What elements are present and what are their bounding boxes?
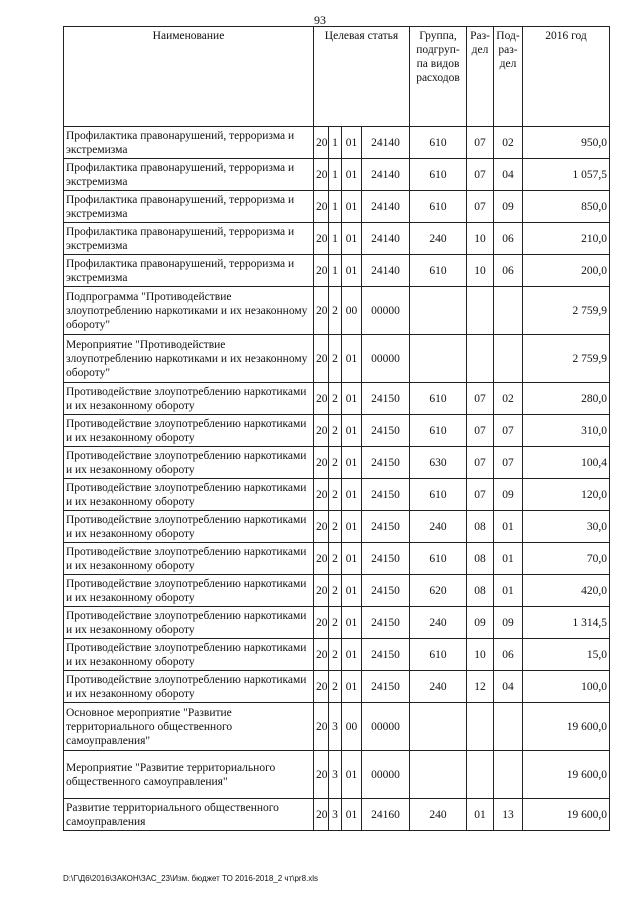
target-direction: 24150 — [362, 607, 410, 639]
section-code: 10 — [467, 223, 494, 255]
target-direction: 24140 — [362, 255, 410, 287]
row-name: Противодействие злоупотреблению наркотиками и их незаконному обороту — [64, 415, 314, 447]
table-row — [64, 223, 610, 255]
amount-2016: 200,0 — [523, 255, 610, 287]
amount-2016: 70,0 — [523, 543, 610, 575]
section-code: 07 — [467, 159, 494, 191]
row-name: Профилактика правонарушений, терроризма и экстремизма — [64, 255, 314, 287]
header-year: 2016 год — [523, 27, 610, 127]
section-code: 08 — [467, 575, 494, 607]
amount-2016: 210,0 — [523, 223, 610, 255]
target-event: 01 — [342, 575, 362, 607]
target-direction: 24150 — [362, 575, 410, 607]
table-row — [64, 191, 610, 223]
target-program: 20 — [314, 639, 329, 671]
row-name: Противодействие злоупотреблению наркотиками и их незаконному обороту — [64, 511, 314, 543]
target-subprogram: 2 — [329, 575, 342, 607]
expense-group: 240 — [410, 223, 467, 255]
section-code — [467, 703, 494, 751]
subsection-code: 01 — [494, 543, 523, 575]
target-subprogram: 2 — [329, 447, 342, 479]
target-subprogram: 2 — [329, 511, 342, 543]
target-program: 20 — [314, 543, 329, 575]
subsection-code — [494, 703, 523, 751]
target-direction: 24150 — [362, 671, 410, 703]
subsection-code — [494, 751, 523, 799]
target-subprogram: 3 — [329, 751, 342, 799]
header-section: Раз- дел — [467, 27, 494, 127]
subsection-code: 07 — [494, 415, 523, 447]
section-code: 07 — [467, 415, 494, 447]
target-subprogram: 1 — [329, 127, 342, 159]
target-subprogram: 2 — [329, 543, 342, 575]
table-row — [64, 415, 610, 447]
target-program: 20 — [314, 511, 329, 543]
row-name: Противодействие злоупотреблению наркотиками и их незаконному обороту — [64, 447, 314, 479]
target-event: 01 — [342, 383, 362, 415]
section-code: 09 — [467, 607, 494, 639]
target-direction: 24150 — [362, 543, 410, 575]
target-subprogram: 2 — [329, 639, 342, 671]
amount-2016: 310,0 — [523, 415, 610, 447]
amount-2016: 19 600,0 — [523, 751, 610, 799]
expense-group: 240 — [410, 671, 467, 703]
header-name: Наименование — [64, 27, 314, 127]
row-name: Профилактика правонарушений, терроризма и экстремизма — [64, 159, 314, 191]
target-program: 20 — [314, 751, 329, 799]
row-name: Противодействие злоупотреблению наркотиками и их незаконному обороту — [64, 479, 314, 511]
target-program: 20 — [314, 223, 329, 255]
target-direction: 24160 — [362, 799, 410, 831]
target-event: 01 — [342, 511, 362, 543]
target-event: 00 — [342, 287, 362, 335]
row-name: Подпрограмма "Противодействие злоупотреблению наркотиками и их незаконному обороту" — [64, 287, 314, 335]
target-program: 20 — [314, 479, 329, 511]
target-program: 20 — [314, 703, 329, 751]
target-direction: 24150 — [362, 639, 410, 671]
header-subsection: Под- раз- дел — [494, 27, 523, 127]
target-direction: 00000 — [362, 703, 410, 751]
target-subprogram: 2 — [329, 335, 342, 383]
table-row — [64, 671, 610, 703]
target-direction: 00000 — [362, 335, 410, 383]
row-name: Мероприятие "Развитие территориального общественного самоуправления" — [64, 751, 314, 799]
section-code: 08 — [467, 543, 494, 575]
target-program: 20 — [314, 671, 329, 703]
table-row — [64, 287, 610, 335]
target-event: 01 — [342, 447, 362, 479]
header-group: Группа, подгруп- па видов расходов — [410, 27, 467, 127]
target-subprogram: 2 — [329, 383, 342, 415]
expense-group: 240 — [410, 511, 467, 543]
subsection-code: 04 — [494, 671, 523, 703]
target-event: 01 — [342, 223, 362, 255]
subsection-code: 09 — [494, 607, 523, 639]
section-code: 07 — [467, 479, 494, 511]
amount-2016: 15,0 — [523, 639, 610, 671]
table-row — [64, 703, 610, 751]
budget-table — [63, 26, 610, 831]
row-name: Противодействие злоупотреблению наркотиками и их незаконному обороту — [64, 671, 314, 703]
section-code — [467, 287, 494, 335]
row-name: Профилактика правонарушений, терроризма и экстремизма — [64, 223, 314, 255]
table-row — [64, 751, 610, 799]
row-name: Противодействие злоупотреблению наркотиками и их незаконному обороту — [64, 607, 314, 639]
table-row — [64, 255, 610, 287]
amount-2016: 950,0 — [523, 127, 610, 159]
target-subprogram: 2 — [329, 607, 342, 639]
target-program: 20 — [314, 255, 329, 287]
target-program: 20 — [314, 287, 329, 335]
file-path-footer: D:\Г\Д6\2016\ЗАКОН\ЗАС_23\Изм. бюджет ТО 2016-2018_2 чт\pr8.xls — [63, 874, 319, 883]
subsection-code: 09 — [494, 479, 523, 511]
target-event: 01 — [342, 799, 362, 831]
amount-2016: 100,0 — [523, 671, 610, 703]
amount-2016: 120,0 — [523, 479, 610, 511]
subsection-code: 06 — [494, 255, 523, 287]
subsection-code — [494, 287, 523, 335]
target-direction: 24150 — [362, 447, 410, 479]
target-event: 00 — [342, 703, 362, 751]
target-subprogram: 3 — [329, 799, 342, 831]
amount-2016: 19 600,0 — [523, 703, 610, 751]
expense-group: 240 — [410, 607, 467, 639]
table-row — [64, 127, 610, 159]
row-name: Мероприятие "Противодействие злоупотреблению наркотиками и их незаконному обороту" — [64, 335, 314, 383]
row-name: Профилактика правонарушений, терроризма и экстремизма — [64, 127, 314, 159]
expense-group: 610 — [410, 639, 467, 671]
subsection-code: 06 — [494, 223, 523, 255]
target-direction: 00000 — [362, 751, 410, 799]
subsection-code — [494, 335, 523, 383]
target-event: 01 — [342, 671, 362, 703]
target-program: 20 — [314, 191, 329, 223]
expense-group — [410, 703, 467, 751]
amount-2016: 2 759,9 — [523, 335, 610, 383]
target-direction: 24140 — [362, 159, 410, 191]
amount-2016: 280,0 — [523, 383, 610, 415]
amount-2016: 19 600,0 — [523, 799, 610, 831]
section-code: 07 — [467, 447, 494, 479]
expense-group: 610 — [410, 255, 467, 287]
table-row — [64, 479, 610, 511]
target-subprogram: 1 — [329, 159, 342, 191]
target-subprogram: 2 — [329, 671, 342, 703]
target-direction: 24150 — [362, 511, 410, 543]
expense-group: 610 — [410, 383, 467, 415]
subsection-code: 01 — [494, 511, 523, 543]
target-event: 01 — [342, 159, 362, 191]
table-header-row — [64, 27, 610, 127]
subsection-code: 01 — [494, 575, 523, 607]
expense-group — [410, 287, 467, 335]
target-event: 01 — [342, 127, 362, 159]
target-subprogram: 3 — [329, 703, 342, 751]
amount-2016: 1 314,5 — [523, 607, 610, 639]
page-number: 93 — [314, 13, 326, 27]
target-direction: 24140 — [362, 127, 410, 159]
target-subprogram: 1 — [329, 191, 342, 223]
table-row — [64, 447, 610, 479]
target-subprogram: 2 — [329, 415, 342, 447]
subsection-code: 04 — [494, 159, 523, 191]
subsection-code: 13 — [494, 799, 523, 831]
section-code: 10 — [467, 639, 494, 671]
target-program: 20 — [314, 159, 329, 191]
target-program: 20 — [314, 447, 329, 479]
table-row — [64, 383, 610, 415]
row-name: Развитие территориального общественного самоуправления — [64, 799, 314, 831]
expense-group: 610 — [410, 191, 467, 223]
section-code: 07 — [467, 127, 494, 159]
table-row — [64, 159, 610, 191]
table-row — [64, 575, 610, 607]
target-subprogram: 2 — [329, 479, 342, 511]
section-code: 10 — [467, 255, 494, 287]
target-program: 20 — [314, 127, 329, 159]
subsection-code: 06 — [494, 639, 523, 671]
table-row — [64, 335, 610, 383]
row-name: Противодействие злоупотреблению наркотиками и их незаконному обороту — [64, 383, 314, 415]
row-name: Основное мероприятие "Развитие территориального общественного самоуправления" — [64, 703, 314, 751]
expense-group: 240 — [410, 799, 467, 831]
expense-group: 610 — [410, 479, 467, 511]
target-direction: 24140 — [362, 223, 410, 255]
row-name: Противодействие злоупотреблению наркотиками и их незаконному обороту — [64, 575, 314, 607]
expense-group: 610 — [410, 159, 467, 191]
subsection-code: 09 — [494, 191, 523, 223]
section-code — [467, 751, 494, 799]
target-event: 01 — [342, 415, 362, 447]
target-event: 01 — [342, 191, 362, 223]
section-code: 07 — [467, 191, 494, 223]
amount-2016: 2 759,9 — [523, 287, 610, 335]
section-code: 07 — [467, 383, 494, 415]
section-code: 01 — [467, 799, 494, 831]
section-code: 12 — [467, 671, 494, 703]
target-event: 01 — [342, 751, 362, 799]
expense-group: 620 — [410, 575, 467, 607]
amount-2016: 420,0 — [523, 575, 610, 607]
row-name: Противодействие злоупотреблению наркотиками и их незаконному обороту — [64, 543, 314, 575]
expense-group — [410, 751, 467, 799]
target-direction: 00000 — [362, 287, 410, 335]
target-event: 01 — [342, 543, 362, 575]
table-row — [64, 799, 610, 831]
expense-group: 630 — [410, 447, 467, 479]
amount-2016: 1 057,5 — [523, 159, 610, 191]
target-direction: 24150 — [362, 479, 410, 511]
target-subprogram: 1 — [329, 255, 342, 287]
target-program: 20 — [314, 335, 329, 383]
subsection-code: 02 — [494, 383, 523, 415]
table-row — [64, 639, 610, 671]
target-subprogram: 1 — [329, 223, 342, 255]
target-direction: 24140 — [362, 191, 410, 223]
expense-group: 610 — [410, 415, 467, 447]
subsection-code: 07 — [494, 447, 523, 479]
target-event: 01 — [342, 255, 362, 287]
target-program: 20 — [314, 383, 329, 415]
subsection-code: 02 — [494, 127, 523, 159]
target-event: 01 — [342, 639, 362, 671]
section-code — [467, 335, 494, 383]
amount-2016: 30,0 — [523, 511, 610, 543]
row-name: Профилактика правонарушений, терроризма и экстремизма — [64, 191, 314, 223]
target-direction: 24150 — [362, 415, 410, 447]
expense-group: 610 — [410, 127, 467, 159]
header-target: Целевая статья — [314, 27, 410, 127]
section-code: 08 — [467, 511, 494, 543]
target-event: 01 — [342, 479, 362, 511]
target-direction: 24150 — [362, 383, 410, 415]
table-row — [64, 607, 610, 639]
amount-2016: 850,0 — [523, 191, 610, 223]
target-program: 20 — [314, 575, 329, 607]
target-event: 01 — [342, 607, 362, 639]
target-program: 20 — [314, 799, 329, 831]
table-row — [64, 511, 610, 543]
target-program: 20 — [314, 607, 329, 639]
target-event: 01 — [342, 335, 362, 383]
expense-group: 610 — [410, 543, 467, 575]
target-subprogram: 2 — [329, 287, 342, 335]
amount-2016: 100,4 — [523, 447, 610, 479]
table-row — [64, 543, 610, 575]
expense-group — [410, 335, 467, 383]
target-program: 20 — [314, 415, 329, 447]
row-name: Противодействие злоупотреблению наркотиками и их незаконному обороту — [64, 639, 314, 671]
